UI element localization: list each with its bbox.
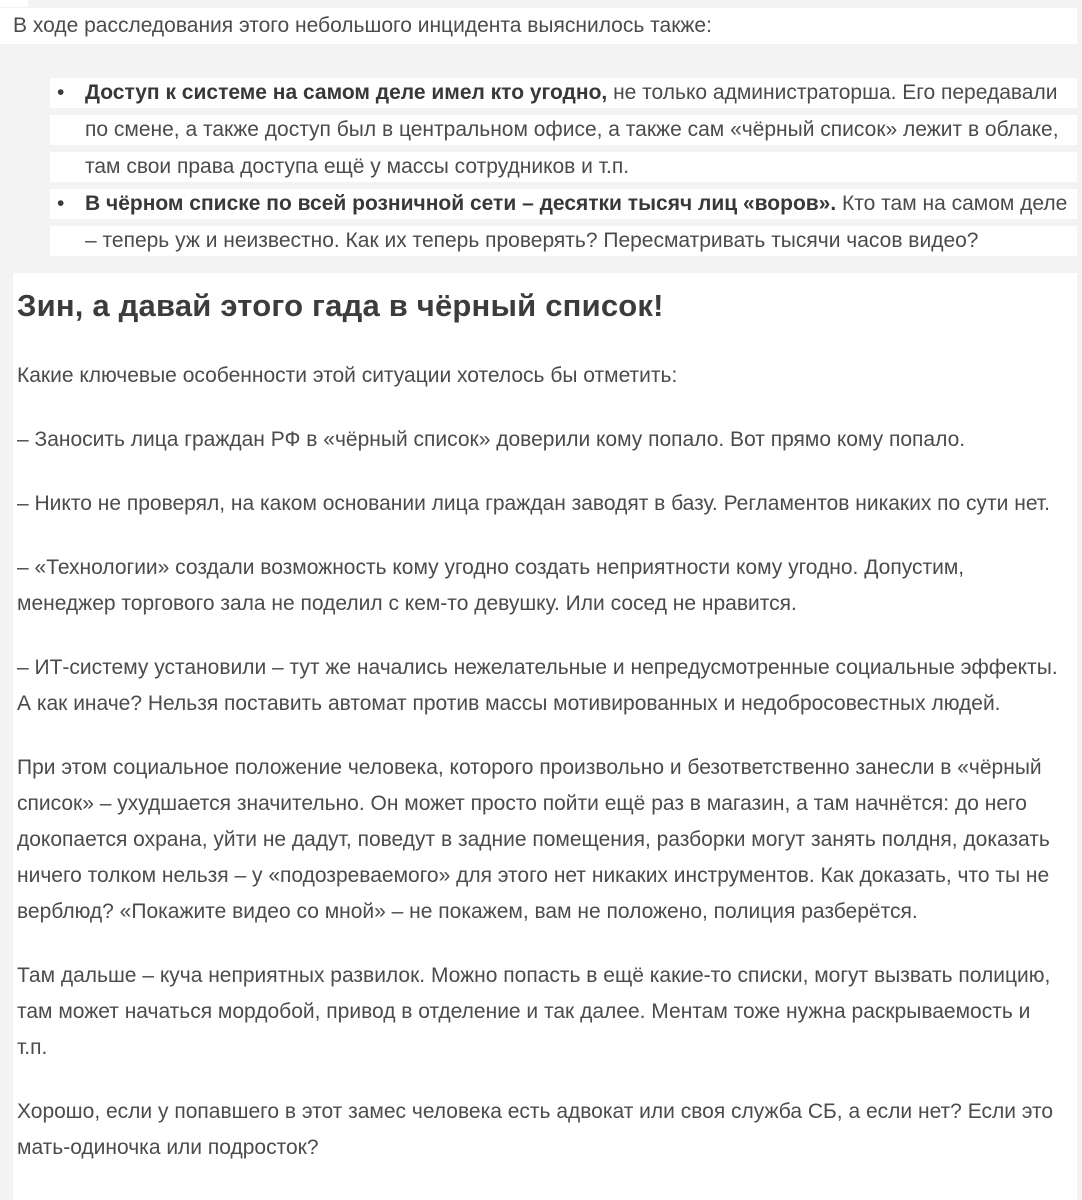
list-item-text: не только администраторша. Его передавали [607, 81, 1058, 104]
list-item-bold-text: В чёрном списке по всей розничной сети – десятки тысяч лиц «воров». [85, 192, 837, 215]
bullet-list [50, 78, 1077, 256]
paragraph: При этом социальное положение человека, которого произвольно и безответственно занесли в «чёрный список» – ухудшается значительно. Он может просто пойти ещё раз в магазин, а там начнётся: до него докопается охрана, уйти не дадут, поведут в задние помещения, разборки могут занять полдня, доказать ничего толком нельзя – у «подозреваемого» для этого нет никаких инструментов. Как доказать, что ты не верблюд? «Покажите видео со мной» – не покажем, вам не положено, полиция разберётся. [17, 756, 1050, 923]
list-item-bold-text: Доступ к системе на самом деле имел кто угодно, [85, 81, 608, 104]
list-item-continuation: по смене, а также доступ был в центральном офисе, а также сам «чёрный список» лежит в облаке, [50, 115, 1077, 145]
list-item [50, 189, 1077, 219]
list-item-continuation: там свои права доступа ещё у массы сотрудников и т.п. [50, 152, 1077, 182]
paragraph: – «Технологии» создали возможность кому угодно создать неприятности кому угодно. Допустим, менеджер торгового зала не поделил с кем-то девушку. Или сосед не нравится. [17, 556, 965, 615]
article-body-card [13, 273, 1077, 1200]
paragraph: – ИТ-систему установили – тут же начались нежелательные и непредусмотренные социальные эффекты. А как иначе? Нельзя поставить автомат против массы мотивированных и недобросовестных людей. [17, 656, 1058, 715]
article-heading: Зин, а давай этого гада в чёрный список! [17, 288, 664, 323]
list-item-text: Кто там на самом деле [836, 192, 1068, 215]
list-item [50, 78, 1077, 108]
paragraph: Какие ключевые особенности этой ситуации хотелось бы отметить: [17, 364, 678, 387]
list-item-continuation: – теперь уж и неизвестно. Как их теперь проверять? Пересматривать тысячи часов видео? [50, 226, 1077, 256]
clipped-line-fragment [0, 0, 28, 7]
bullet-marker-icon: • [57, 192, 65, 215]
bullet-marker-icon: • [57, 81, 65, 104]
paragraph: – Никто не проверял, на каком основании лица граждан заводят в базу. Регламентов никаких по сути нет. [17, 492, 1050, 515]
intro-paragraph [0, 8, 1077, 44]
paragraph: Хорошо, если у попавшего в этот замес человека есть адвокат или своя служба СБ, а если нет? Если это мать-одиночка или подросток? [17, 1100, 1054, 1159]
paragraph: – Заносить лица граждан РФ в «чёрный список» доверили кому попало. Вот прямо кому попало. [17, 428, 966, 451]
paragraph: Там дальше – куча неприятных развилок. Можно попасть в ещё какие-то списки, могут вызвать полицию, там может начаться мордобой, привод в отделение и так далее. Ментам тоже нужна раскрываемость и т.п. [17, 964, 1051, 1059]
intro-text: В ходе расследования этого небольшого инцидента выяснилось также: [13, 14, 712, 37]
